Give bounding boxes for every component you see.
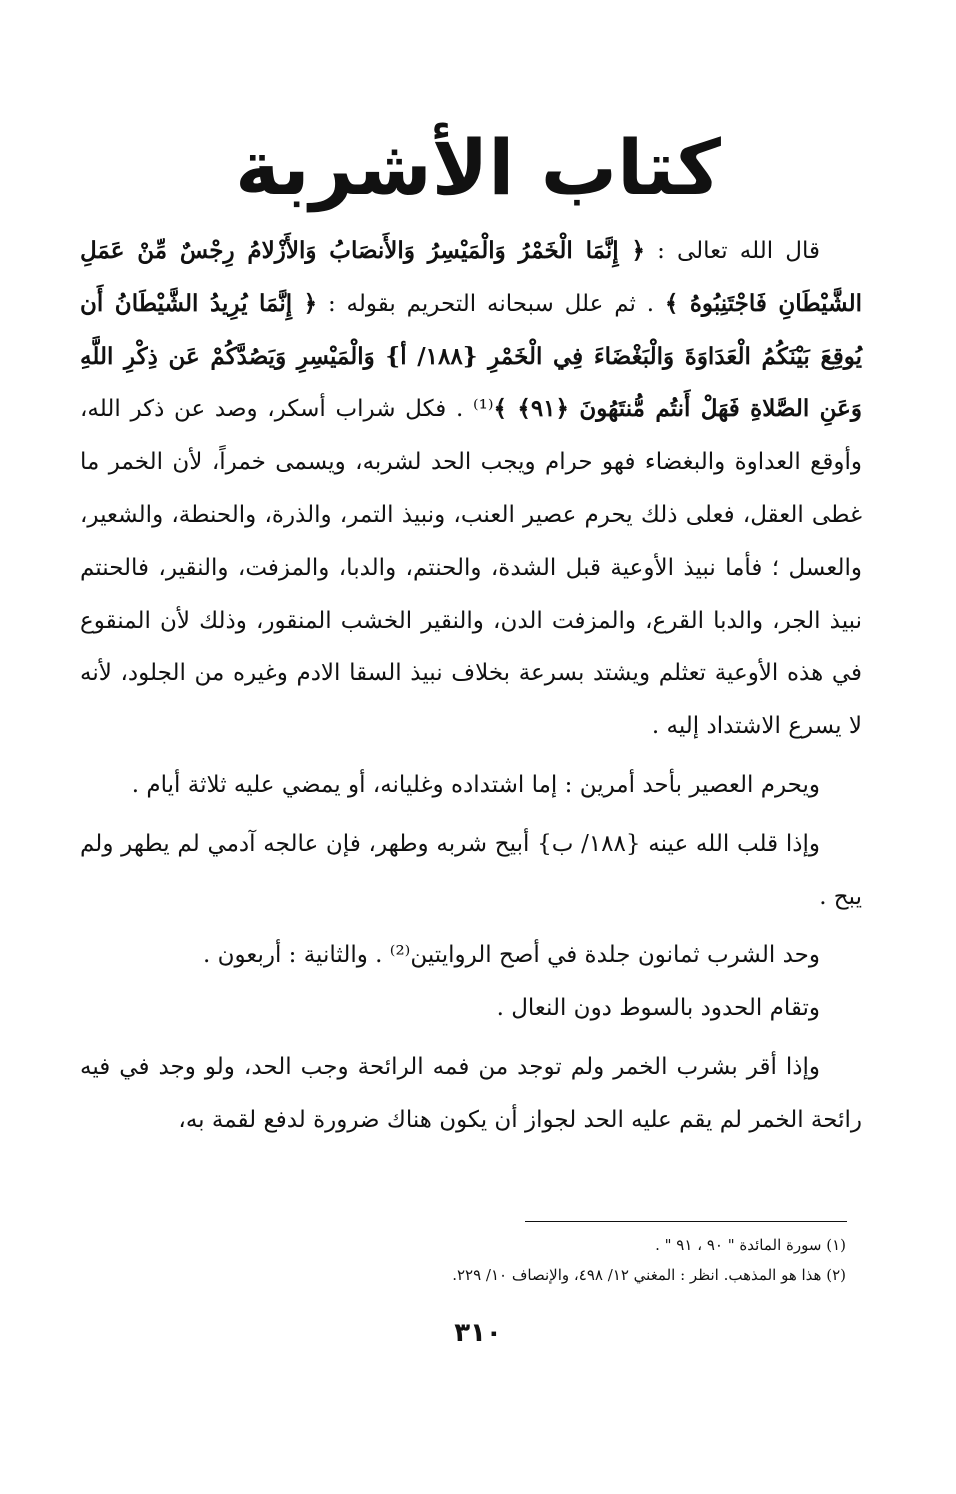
text-segment: قال الله تعالى : [644,238,820,264]
paragraph: ويحرم العصير بأحد أمرين : إما اشتداده وغليانه، أو يمضي عليه ثلاثة أيام . [131,771,820,798]
footnotes [80,1230,846,1290]
paragraph [80,225,862,753]
paragraph: وحد الشرب ثمانون جلدة في أصح الروايتين⁽²⁾ . والثانية : أربعون . [202,942,820,969]
text-segment: ⁽¹⁾ . فكل شراب أسكر، وصد عن ذكر الله، وأوقع العداوة والبغضاء فهو حرام ويجب الحد لشربه، ويسمى خمراً، لأن الخمر ما غطى العقل، فعلى ذلك يحرم عصير العنب، ونبيذ التمر، والذرة، والحنطة، والشعير، والعسل ؛ فأما نبيذ الأوعية قبل الشدة، والحنتم، والدبا، والمزفت، والنقير، فالحنتم نبيذ الجر، والدبا القرع، والمزفت الدن، والنقير الخشب المنقور، وذلك لأن المنقوع في هذه الأوعية تعثلم ويشتد بسرعة بخلاف نبيذ السقا الادم وغيره من الجلود، لأنه لا يسرع الاشتداد إليه . [80,396,862,740]
chapter-title: كتاب الأشربة [235,123,721,212]
paragraph: وتقام الحدود بالسوط دون النعال . [496,995,820,1022]
footnote: (١) سورة المائدة " ٩٠ ، ٩١ " . [655,1236,846,1254]
text-segment: . ثم علل سبحانه التحريم بقوله : [317,290,665,317]
quran-verse: ﴿ إِنَّمَا الْخَمْرُ وَالْمَيْسِرُ وَالأَنصَابُ وَالأَزْلامُ رِجْسٌ مِّنْ عَمَلِ الشَّيْطَانِ فَاجْتَنِبُوهُ ﴾ [80,237,863,317]
footnote-divider [525,1221,847,1222]
paragraph: وإذا أقر بشرب الخمر ولم توجد من فمه الرائحة وجب الحد، ولو وجد في فيه رائحة الخمر لم يقم عليه الحد لجواز أن يكون هناك ضرورة لدفع لقمة به، [80,1053,862,1133]
quran-verse: ﴿ إِنَّمَا يُرِيدُ الشَّيْطَانُ أَن يُوقِعَ بَيْنَكُمُ الْعَدَاوَةَ وَالْبَغْضَاءَ فِي الْخَمْرِ {١٨٨/ أ} وَالْمَيْسِرِ وَيَصُدَّكُمْ عَن ذِكْرِ اللَّهِ وَعَنِ الصَّلاةِ فَهَلْ أَنتُم مُّنتَهُونَ ﴿٩١﴾ ﴾ [80,289,862,423]
page-number: ٣١٠ [454,1318,502,1348]
footnote: (٢) هذا هو المذهب. انظر : المغني ١٢/ ٤٩٨، والإنصاف ١٠/ ٢٢٩. [452,1266,846,1284]
main-text [80,225,862,1147]
paragraph: وإذا قلب الله عينه {١٨٨/ ب} أبيح شربه وطهر، فإن عالجه آدمي لم يطهر ولم يبح . [80,830,862,910]
